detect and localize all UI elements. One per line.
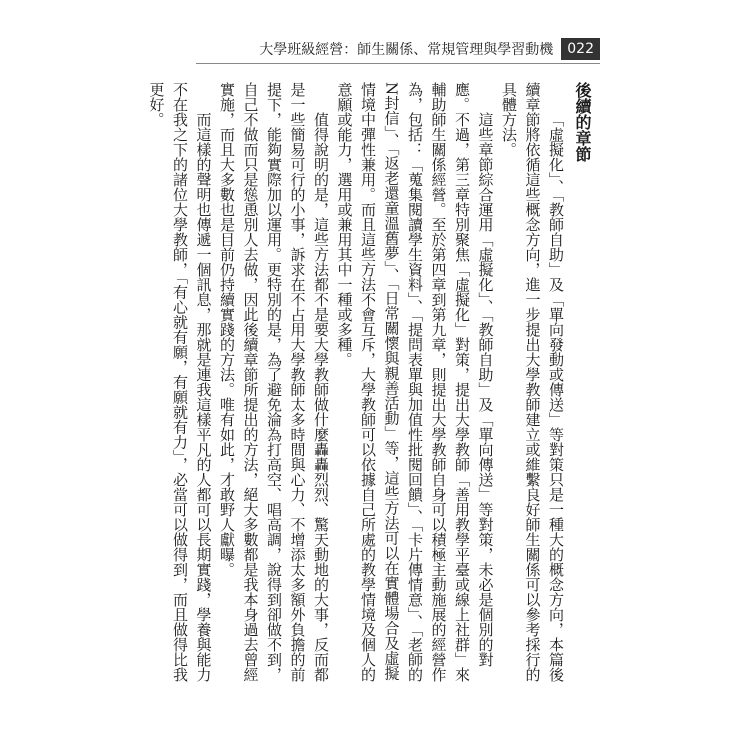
- paragraph-3: 值得說明的是，這些方法都不是要大學教師做什麼轟轟烈烈、驚天動地的大事，反而都是一些簡易可行的小事，訴求在不占用大學教師太多時間與心力、不增添太多額外負擔的前提下，能夠實際加以運用。更特別的是，為了避免淪為打高空、唱高調，說得到卻做不到，自己不做而只是慫恿別人去做，因此後續章節所提出的方法，絕大多數都是我本身過去曾經實施，而且大多數也是目前仍持續實踐的方法。唯有如此，才敢野人獻曝。: [218, 82, 330, 682]
- vertical-text-body: [147, 82, 598, 682]
- header-divider: [196, 63, 600, 64]
- paragraph-4: 而這樣的聲明也傳遞一個訊息，那就是連我這樣平凡的人都可以長期實踐，學養與能力不在我之下的諸位大學教師，「有心就有願，有願就有力」，必當可以做得到，而且做得比我更好。: [147, 82, 213, 682]
- page-number: 022: [561, 38, 600, 60]
- running-header: [180, 38, 600, 60]
- paragraph-1: 「虛擬化」、「教師自助」及「單向發動或傳送」等對策只是一種大的概念方向，本篇後續章節將依循這些概念方向，進一步提出大學教師建立或維繫良好師生關係可以參考採行的具體方法。: [500, 82, 565, 682]
- section-title: 後續的章節: [573, 82, 592, 162]
- paragraph-2: 這些章節綜合運用「虛擬化」、「教師自助」及「單向傳送」等對策，未必是個別的對應。不過，第三章特別聚焦「虛擬化」對策，提出大學教師「善用教學平臺或線上社群」來輔助師生關係經營。至於第四章到第九章，則提出大學教師自身可以積極主動施展的經營作為，包括：「蒐集閱讀學生資料」、「提問表單與加值性批閱回饋」、「卡片傳情意」、「老師的N封信」、「返老還童溫舊夢」、「日常關懷與親善活動」等，這些方法可以在實體場合及虛擬情境中彈性兼用。而且這些方法不會互斥，大學教師可以依據自己所處的教學情境及個人的意願或能力，選用或兼用其中一種或多種。: [335, 82, 495, 682]
- header-title: 大學班級經營：師生關係、常規管理與學習動機: [259, 42, 554, 58]
